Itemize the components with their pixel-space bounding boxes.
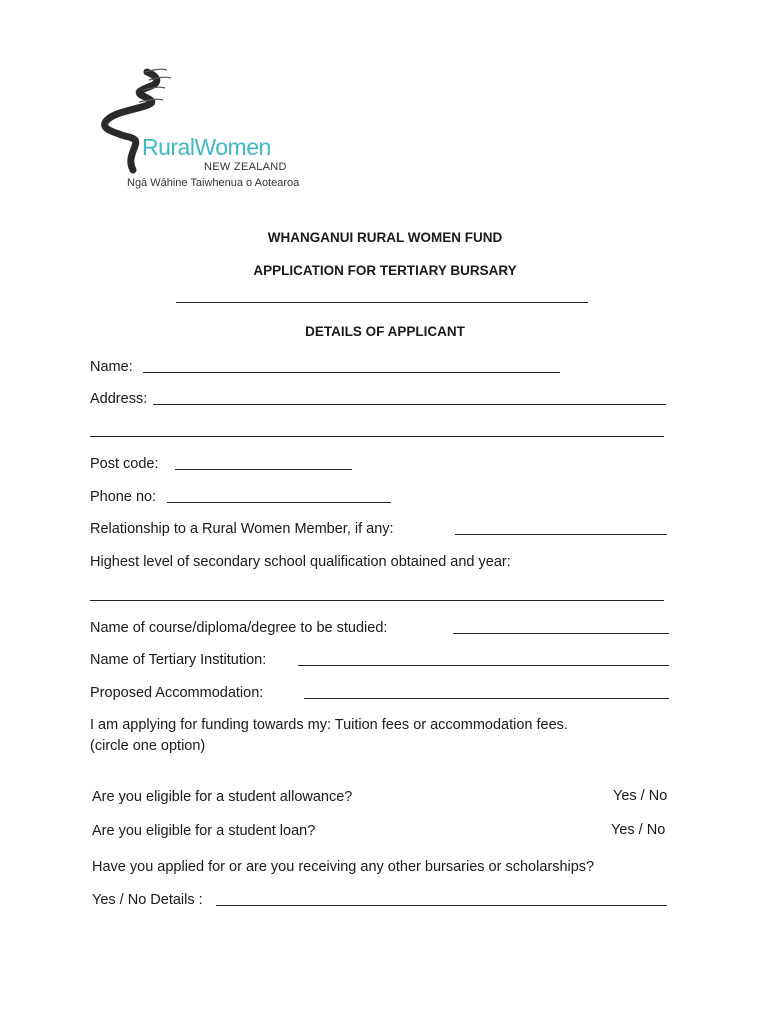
relationship-field[interactable]: [455, 534, 667, 535]
accommodation-label: Proposed Accommodation:: [90, 685, 264, 701]
allowance-yes-no[interactable]: Yes / No: [613, 788, 668, 804]
course-field[interactable]: [453, 633, 669, 634]
qualification-label: Highest level of secondary school qualification obtained and year:: [90, 554, 511, 570]
name-label: Name:: [90, 359, 133, 375]
rural-women-logo: [95, 62, 315, 200]
logo-maori-text: Ngā Wāhine Taiwhenua o Aotearoa: [127, 177, 300, 189]
other-details-field[interactable]: [216, 905, 667, 906]
funding-note: (circle one option): [90, 738, 206, 754]
accommodation-field[interactable]: [304, 698, 669, 699]
institution-label: Name of Tertiary Institution:: [90, 652, 267, 668]
address-label: Address:: [90, 391, 148, 407]
course-label: Name of course/diploma/degree to be studied:: [90, 620, 388, 636]
name-field[interactable]: [143, 372, 560, 373]
relationship-label: Relationship to a Rural Women Member, if any:: [90, 521, 394, 537]
address-field-line2[interactable]: [90, 436, 664, 437]
loan-question: Are you eligible for a student loan?: [92, 823, 316, 839]
application-heading: APPLICATION FOR TERTIARY BURSARY: [253, 263, 517, 278]
post-code-label: Post code:: [90, 456, 159, 472]
allowance-question: Are you eligible for a student allowance?: [92, 789, 353, 805]
institution-field[interactable]: [298, 665, 669, 666]
phone-label: Phone no:: [90, 489, 157, 505]
fund-heading: WHANGANUI RURAL WOMEN FUND: [267, 230, 503, 245]
logo-subtitle: NEW ZEALAND: [204, 161, 287, 173]
details-heading: DETAILS OF APPLICANT: [305, 324, 465, 339]
logo-title: RuralWomen: [142, 134, 271, 160]
funding-text: I am applying for funding towards my: Tuition fees or accommodation fees.: [90, 717, 568, 733]
post-code-field[interactable]: [175, 469, 352, 470]
phone-field[interactable]: [167, 502, 391, 503]
qualification-field[interactable]: [90, 600, 664, 601]
address-field[interactable]: [153, 404, 666, 405]
other-bursaries-question: Have you applied for or are you receiving any other bursaries or scholarships?: [92, 859, 595, 875]
loan-yes-no[interactable]: Yes / No: [611, 822, 666, 838]
other-details-label: Yes / No Details :: [92, 892, 203, 908]
heading-divider: [176, 302, 588, 303]
